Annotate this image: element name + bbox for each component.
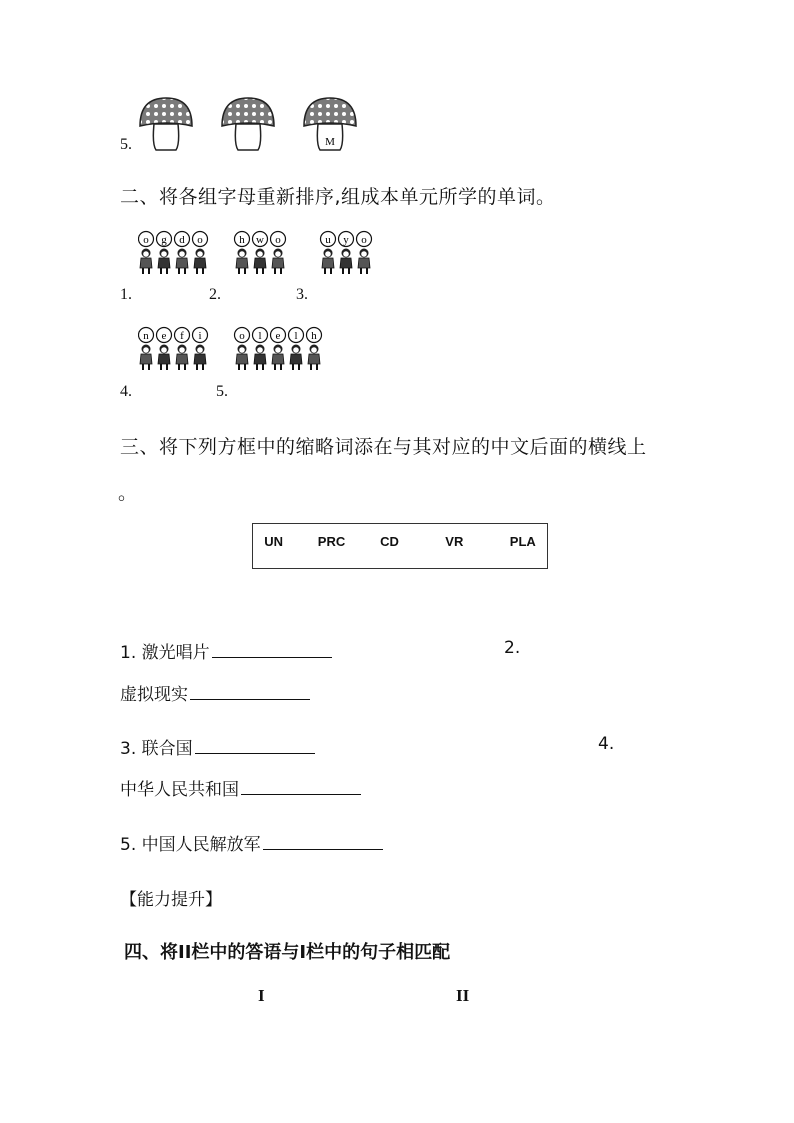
mushroom-letter: M bbox=[325, 136, 335, 148]
item-1-number: 1. bbox=[120, 643, 137, 663]
group-1-letter-text-0: o bbox=[143, 234, 149, 246]
group-5-letter-1 bbox=[253, 328, 268, 371]
group-5-letter-2 bbox=[271, 328, 286, 371]
group-4-letter-text-2: f bbox=[180, 330, 184, 342]
group-4-letter-1 bbox=[157, 328, 172, 371]
group-1-letter-2 bbox=[175, 232, 190, 275]
item-2-text: 虚拟现实 bbox=[120, 685, 188, 705]
row1-number-1: 1. bbox=[120, 286, 132, 303]
group-1-letter-1 bbox=[157, 232, 172, 275]
answer-blank-1[interactable] bbox=[212, 656, 332, 658]
ability-label: 【能力提升】 bbox=[120, 890, 222, 910]
item-1-text: 激光唱片 bbox=[141, 643, 210, 663]
group-1-letter-text-2: d bbox=[179, 234, 185, 246]
row2-number-4: 4. bbox=[120, 383, 132, 400]
group-1-letter-3 bbox=[193, 232, 208, 275]
item-5-text: 中国人民解放军 bbox=[141, 835, 261, 855]
group-3-letter-0 bbox=[321, 232, 336, 275]
group-5-letter-text-3: l bbox=[294, 330, 298, 342]
group-4-letter-text-1: e bbox=[161, 330, 167, 342]
group-3-letter-text-1: y bbox=[343, 234, 349, 246]
group-4-letter-3 bbox=[193, 328, 208, 371]
group-4-letter-2 bbox=[175, 328, 190, 371]
item-4-text: 中华人民共和国 bbox=[120, 780, 239, 800]
group-5-letter-text-1: l bbox=[258, 330, 262, 342]
group-2-letter-2 bbox=[271, 232, 286, 275]
section-2-title: 二、将各组字母重新排序,组成本单元所学的单词。 bbox=[120, 186, 556, 208]
mushroom-1 bbox=[140, 98, 192, 150]
group-3-letter-text-2: o bbox=[361, 234, 367, 246]
answer-blank-3[interactable] bbox=[195, 752, 315, 754]
group-4-letter-0 bbox=[139, 328, 154, 371]
section-3-title-line-2: 。 bbox=[118, 482, 138, 504]
group-5-letter-4 bbox=[307, 328, 322, 371]
section-4-title: 四、将II栏中的答语与I栏中的句子相匹配 bbox=[124, 942, 451, 963]
group-2-letter-1 bbox=[253, 232, 268, 275]
letter-group-row-2 bbox=[138, 326, 338, 378]
mushroom-row bbox=[136, 94, 376, 156]
mushroom-3 bbox=[304, 98, 356, 150]
item-number-5: 5. bbox=[120, 136, 132, 153]
group-1-letter-text-1: g bbox=[161, 234, 167, 246]
group-2-letter-text-2: o bbox=[275, 234, 281, 246]
item-4 bbox=[120, 775, 361, 800]
item-2 bbox=[120, 680, 310, 705]
abbreviation-box bbox=[252, 523, 548, 569]
section-3-title-line-1: 三、将下列方框中的缩略词添在与其对应的中文后面的横线上 bbox=[120, 436, 647, 458]
group-5-letter-text-0: o bbox=[239, 330, 245, 342]
abbreviation-list: UN PRC CD VR PLA bbox=[264, 534, 536, 549]
group-5-letter-text-2: e bbox=[275, 330, 281, 342]
item-3 bbox=[120, 734, 315, 759]
group-5-letter-text-4: h bbox=[311, 330, 317, 342]
group-2-letter-0 bbox=[235, 232, 250, 275]
group-5-letter-0 bbox=[235, 328, 250, 371]
item-5-number: 5. bbox=[120, 835, 137, 855]
item-3-number: 3. bbox=[120, 739, 137, 759]
group-4-letter-text-0: n bbox=[143, 330, 149, 342]
item-2-number: 2. bbox=[504, 638, 521, 658]
group-3-letter-text-0: u bbox=[325, 234, 331, 246]
group-2-letter-text-0: h bbox=[239, 234, 245, 246]
row2-number-5: 5. bbox=[216, 383, 228, 400]
column-1-header: I bbox=[258, 986, 265, 1005]
group-4-letter-text-3: i bbox=[198, 330, 202, 342]
letter-group-row-1 bbox=[138, 230, 388, 280]
group-2-letter-text-1: w bbox=[256, 234, 264, 246]
mushroom-2 bbox=[222, 98, 274, 150]
group-3-letter-1 bbox=[339, 232, 354, 275]
item-5 bbox=[120, 830, 383, 855]
answer-blank-4[interactable] bbox=[241, 793, 361, 795]
row1-number-3: 3. bbox=[296, 286, 308, 303]
row1-number-2: 2. bbox=[209, 286, 221, 303]
answer-blank-2[interactable] bbox=[190, 698, 310, 700]
group-5-letter-3 bbox=[289, 328, 304, 371]
item-4-number: 4. bbox=[598, 734, 615, 754]
answer-blank-5[interactable] bbox=[263, 848, 383, 850]
group-1-letter-0 bbox=[139, 232, 154, 275]
group-3-letter-2 bbox=[357, 232, 372, 275]
column-2-header: II bbox=[456, 986, 470, 1005]
group-1-letter-text-3: o bbox=[197, 234, 203, 246]
item-1 bbox=[120, 638, 332, 663]
item-3-text: 联合国 bbox=[141, 739, 193, 759]
